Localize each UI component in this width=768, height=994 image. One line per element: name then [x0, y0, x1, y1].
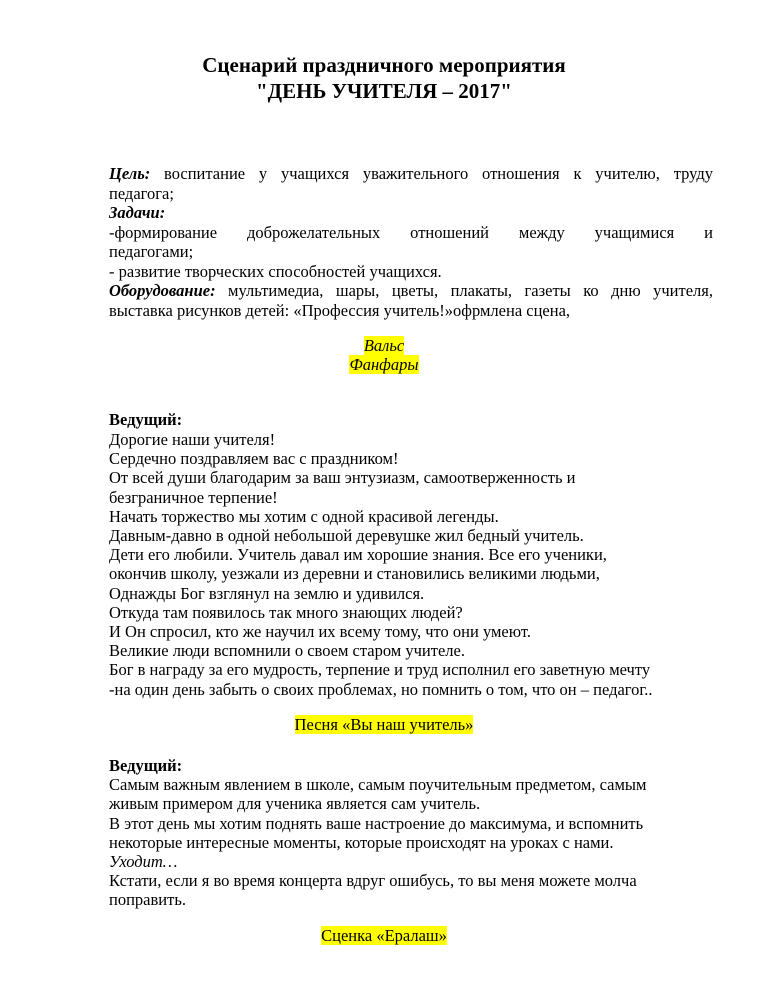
section1-line: От всей души благодарим за ваш энтузиазм, самоотверженность и — [109, 468, 576, 487]
equipment-line2: выставка рисунков детей: «Профессия учитель!»офрмлена сцена, — [109, 301, 571, 320]
task1-line2: педагогами; — [109, 242, 194, 261]
section1-line: Великие люди вспомнили о своем старом учителе. — [109, 641, 465, 660]
section1-line: Дорогие наши учителя! — [109, 430, 276, 449]
document-title-line2: "ДЕНЬ УЧИТЕЛЯ – 2017" — [256, 79, 512, 103]
cue-song-row — [0, 715, 768, 735]
stage-direction: Уходит… — [109, 852, 178, 871]
cue-song: Песня «Вы наш учитель» — [294, 715, 474, 734]
section1-line: -на один день забыть о своих проблемах, но помнить о том, что он – педагог.. — [109, 680, 653, 699]
cue-waltz-row — [0, 336, 768, 356]
section1-line: И Он спросил, кто же научил их всему тому, что они умеют. — [109, 622, 531, 641]
section1-line: Бог в награду за его мудрость, терпение и труд исполнил его заветную мечту — [109, 660, 651, 679]
cue-fanfare-row — [0, 355, 768, 375]
section2-line: Кстати, если я во время концерта вдруг ошибусь, то вы меня можете молча — [109, 871, 637, 890]
section2-line: живым примером для ученика является сам учитель. — [109, 794, 481, 813]
equipment-text: мультимедиа, шары, цветы, плакаты, газеты ко дню учителя, — [215, 281, 713, 300]
cue-sketch-row — [0, 926, 768, 946]
equipment-label: Оборудование: — [109, 281, 216, 300]
section1-line: окончив школу, уезжали из деревни и становились великими людьми, — [109, 564, 600, 583]
tasks-label: Задачи: — [109, 203, 166, 222]
goal-text: воспитание у учащихся уважительного отношения к учителю, труду — [150, 164, 713, 183]
section2-line: В этот день мы хотим поднять ваше настроение до максимума, и вспомнить — [109, 814, 644, 833]
task2: - развитие творческих способностей учащихся. — [109, 262, 442, 281]
speaker-label-2: Ведущий: — [109, 756, 183, 775]
section1-line: безграничное терпение! — [109, 488, 278, 507]
goal-label: Цель: — [109, 164, 151, 183]
cue-fanfare: Фанфары — [349, 355, 419, 374]
section2-line: поправить. — [109, 890, 186, 909]
cue-waltz: Вальс — [363, 336, 405, 355]
document-title-line1: Сценарий праздничного мероприятия — [202, 53, 566, 77]
section1-line: Давным-давно в одной небольшой деревушке жил бедный учитель. — [109, 526, 584, 545]
cue-sketch: Сценка «Ералаш» — [321, 926, 447, 945]
section1-line: Начать торжество мы хотим с одной красивой легенды. — [109, 507, 499, 526]
goal-paragraph-line2: педагога; — [109, 184, 174, 203]
section1-line: Сердечно поздравляем вас с праздником! — [109, 449, 399, 468]
section1-line: Дети его любили. Учитель давал им хорошие знания. Все его ученики, — [109, 545, 607, 564]
speaker-label-1: Ведущий: — [109, 410, 183, 429]
section1-line: Однажды Бог взглянул на землю и удивился. — [109, 584, 425, 603]
section2-line: некоторые интересные моменты, которые происходят на уроках с нами. — [109, 833, 614, 852]
goal-paragraph-line1 — [109, 164, 713, 184]
section2-line: Самым важным явлением в школе, самым поучительным предметом, самым — [109, 775, 647, 794]
section1-line: Откуда там появилось так много знающих людей? — [109, 603, 463, 622]
task1-line1: -формирование доброжелательных отношений между учащимися и — [109, 223, 713, 242]
equipment-line1 — [109, 281, 713, 301]
